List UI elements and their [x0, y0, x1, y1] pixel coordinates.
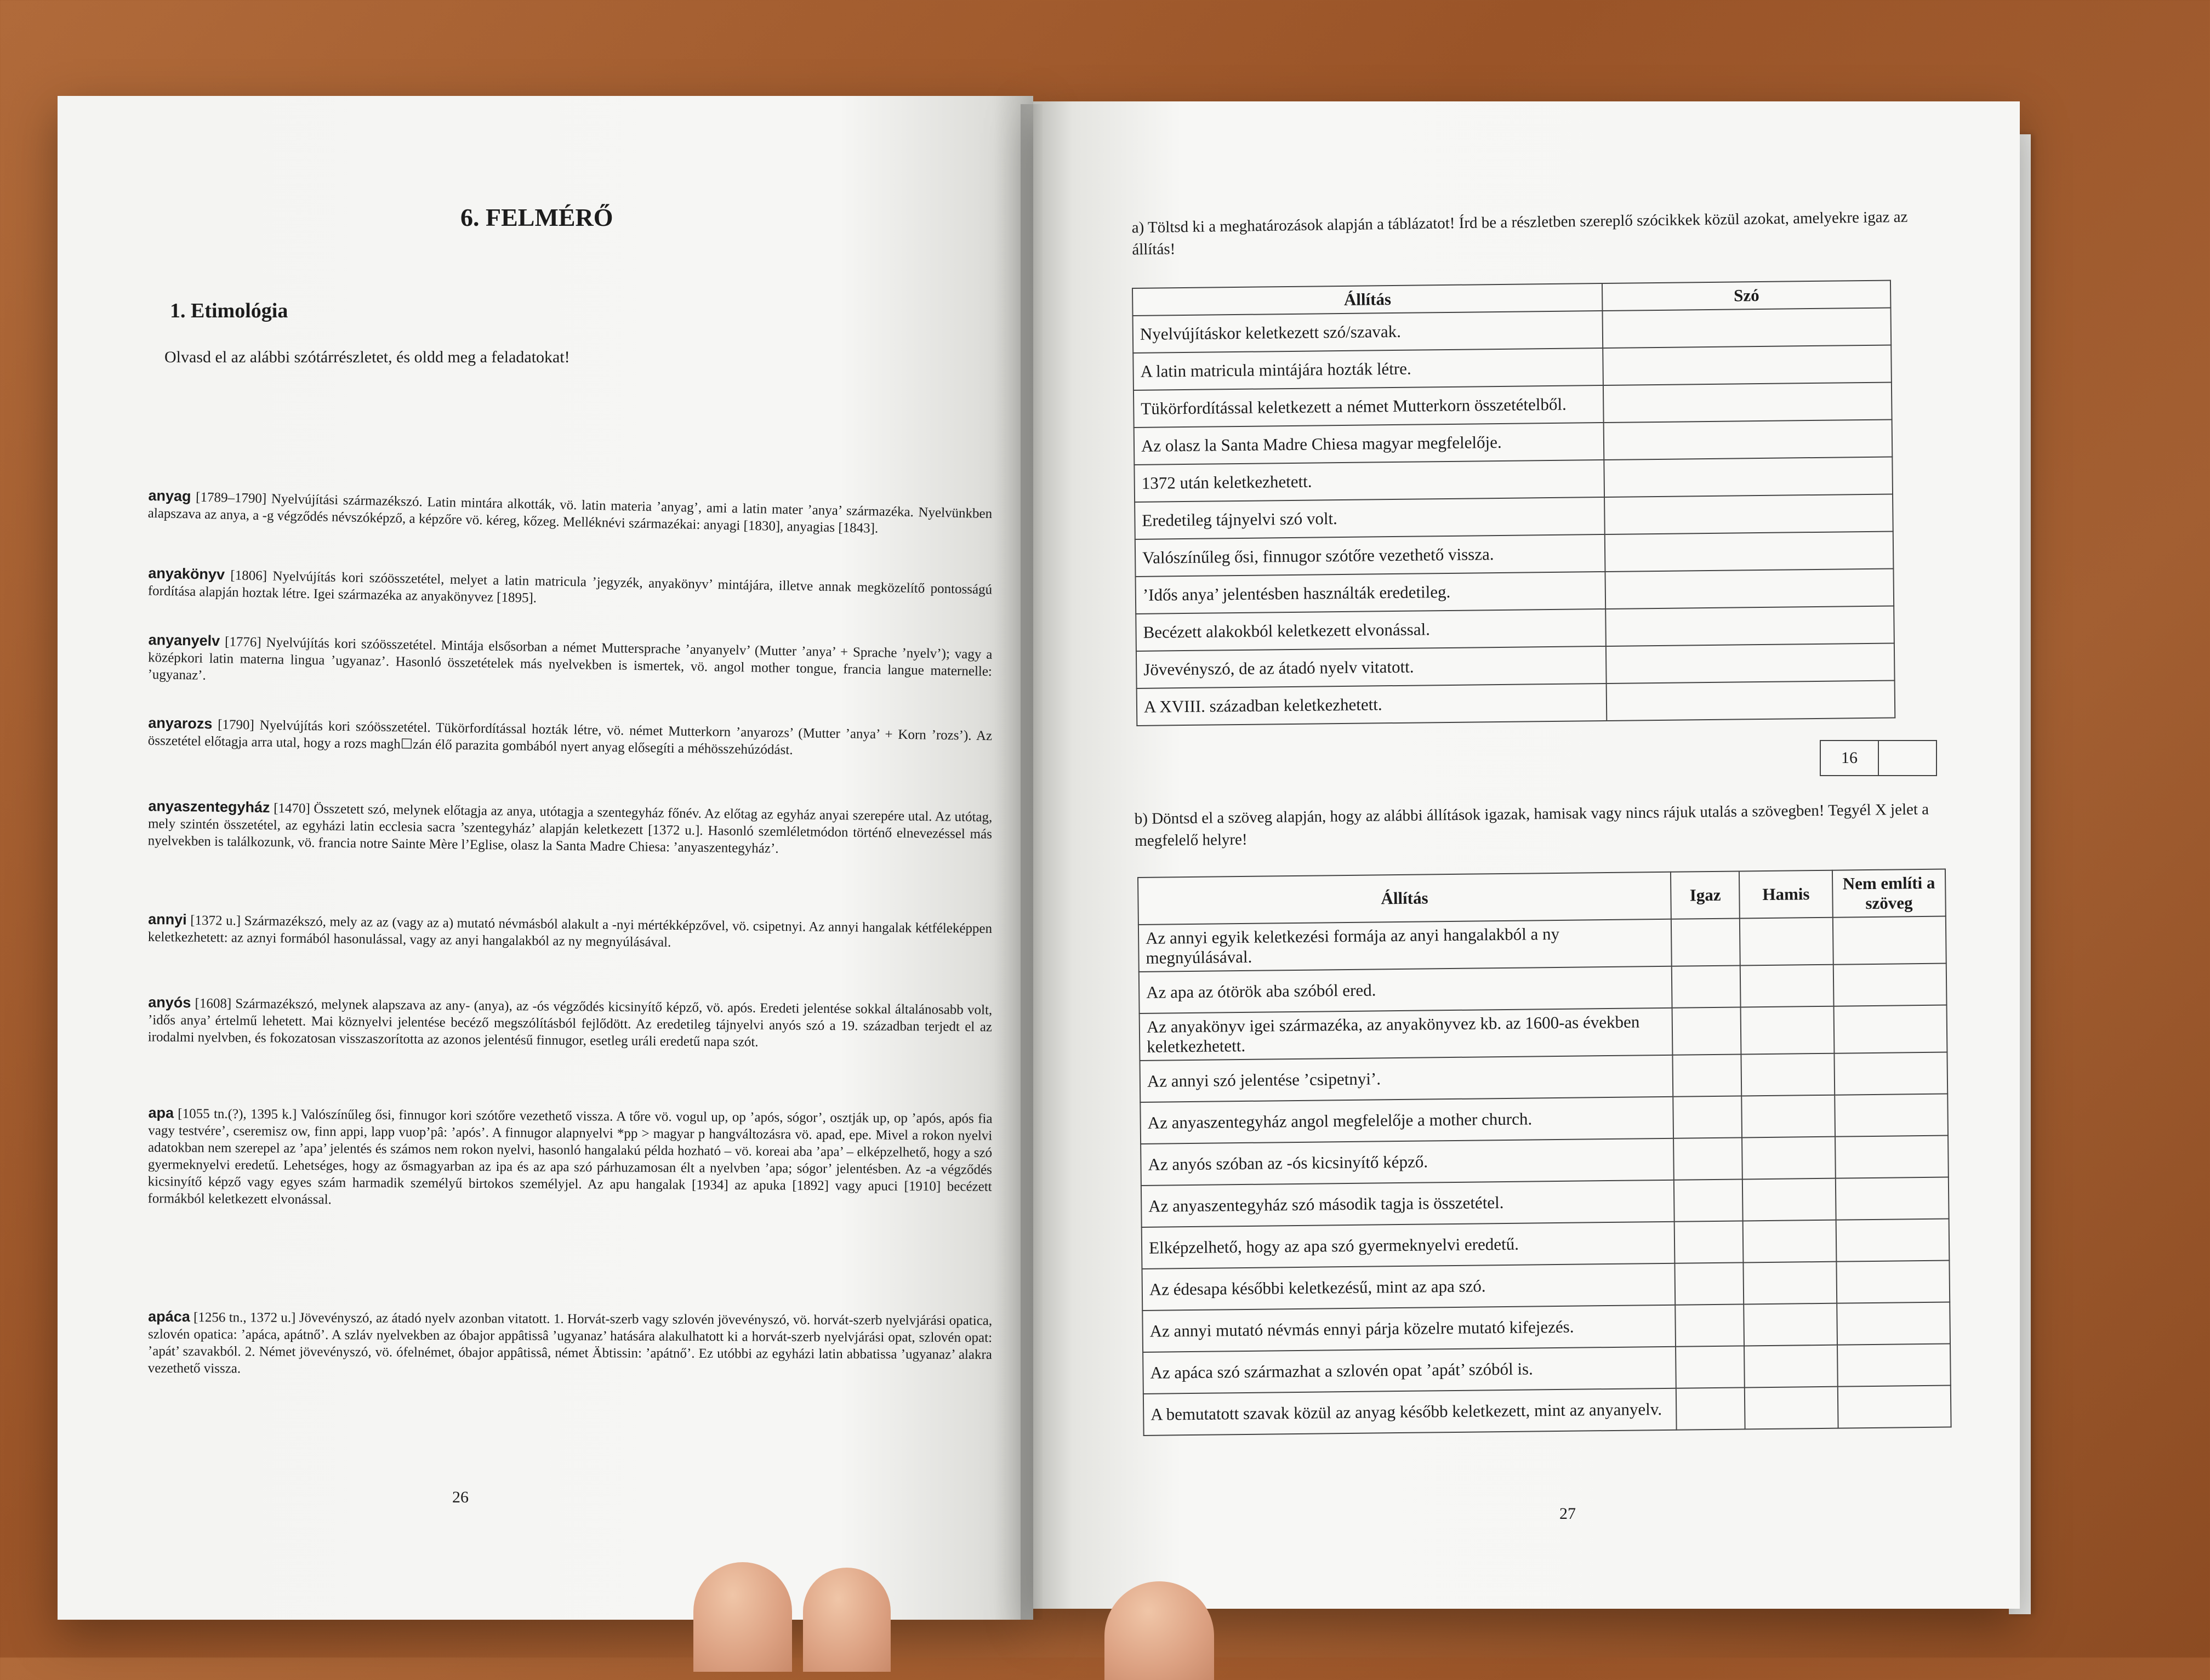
- not-mentioned-checkbox-cell[interactable]: [1838, 1386, 1951, 1428]
- table-b-header-statement: Állítás: [1138, 872, 1671, 925]
- entry-headword: anyakönyv: [148, 565, 225, 583]
- statement-cell: Az apáca szó származhat a szlovén opat ’apát’ szóból is.: [1143, 1347, 1676, 1394]
- statement-cell: Az anyaszentegyház angol megfelelője a mother church.: [1140, 1097, 1673, 1144]
- true-checkbox-cell[interactable]: [1674, 1179, 1743, 1221]
- answer-cell[interactable]: [1606, 643, 1894, 683]
- entry-text: [1806] Nyelvújítás kori szóösszetétel, melyet a latin matricula ’jegyzék, anyakönyv’ mintájára, illetve annak megközelítő pontosságú fordítása alapján hoztak létre. Igei származéka az anyakönyvez [1895].: [147, 568, 993, 606]
- dictionary-entry: [148, 1308, 993, 1380]
- entry-text: [1372 u.] Származékszó, mely az az (vagy az a) mutató névmásból alakult a -nyi mértékképzővel, vö. csipetnyi. Az annyi hangalak kétféleképpen keletkezhetett: az aznyi formából hasonulással, vagy az anyi hangalakból az ny megnyúlásával.: [147, 913, 993, 950]
- true-checkbox-cell[interactable]: [1672, 1007, 1741, 1055]
- statement-cell: A latin matricula mintájára hozták létre.: [1133, 348, 1603, 390]
- statement-cell: Az annyi egyik keletkezési formája az anyi hangalakból a ny megnyúlásával.: [1138, 919, 1672, 972]
- not-mentioned-checkbox-cell[interactable]: [1834, 1052, 1947, 1095]
- statement-cell: Az édesapa későbbi keletkezésű, mint az apa szó.: [1142, 1263, 1675, 1311]
- finger-2: [803, 1568, 891, 1672]
- table-b-row: [1138, 916, 1946, 972]
- not-mentioned-checkbox-cell[interactable]: [1836, 1261, 1950, 1303]
- task-b-instructions: b) Döntsd el a szöveg alapján, hogy az alábbi állítások igazak, hamisak vagy nincs rájuk utalás a szövegben! Tegyél X jelet a megfelelő helyre!: [1134, 800, 1929, 850]
- not-mentioned-checkbox-cell[interactable]: [1837, 1302, 1950, 1345]
- true-checkbox-cell[interactable]: [1676, 1346, 1745, 1388]
- statement-cell: Az anyakönyv igei származéka, az anyakönyvez kb. az 1600-as években keletkezhetett.: [1140, 1008, 1673, 1061]
- dictionary-entry: [148, 487, 993, 539]
- task-a-instructions: a) Töltsd ki a meghatározások alapján a táblázatot! Írd be a részletben szereplő szócikkek közül azokat, amelyekre igaz az állítás!: [1131, 208, 1908, 259]
- answer-cell[interactable]: [1604, 457, 1893, 497]
- table-a-row: [1137, 680, 1895, 725]
- section-heading: 1. Etimológia: [170, 299, 288, 322]
- page-title: 6. FELMÉRŐ: [460, 203, 613, 231]
- statement-cell: A bemutatott szavak közül az anyag később keletkezett, mint az anyanyelv.: [1143, 1388, 1677, 1436]
- answer-cell[interactable]: [1603, 382, 1892, 422]
- statement-cell: 1372 után keletkezhetett.: [1134, 460, 1604, 502]
- entry-text: [1055 tn.(?), 1395 k.] Valószínűleg ősi, finnugor kori szótőre vezethető vissza. A tőre vö. vogul up, op ’após, sógor’, osztják up, op ’após, após fia vagy testvére’, cseremisz ow, finn appi, lapp vuop’pâ: ’após’. A finnugor alapnyelvi *pp > magyar p hangváltozásra vö. apad, epe. Mivel a rokon nyelvi adatokban nem szerepel az ’apa’ jelentés és számos nem rokon nyelvi, hasonló hangalakú példa hozható – vö. koreai aba ’apa’ – elképzelhető, hogy a szó gyermeknyelvi eredetű. Lehetséges, hogy az ősmagyarban az ipa és az apa szó párhuzamosan élt a nyelvben ’apa; sógor’ jelentésben. Az -a végződés kicsinyítő képző vagy egyes szám harmadik személyű birtokos személyjel. Az apu hangalak [1934] az apuka [1892] vagy apuci [1910] becézett formákból keletkezett elvonással.: [147, 1106, 993, 1208]
- false-checkbox-cell[interactable]: [1742, 1178, 1836, 1221]
- score-box: [1820, 740, 1937, 776]
- statement-cell: Becézett alakokból keletkezett elvonással.: [1136, 609, 1606, 651]
- right-page: [1033, 101, 2020, 1609]
- true-checkbox-cell[interactable]: [1675, 1262, 1744, 1305]
- dictionary-entry: [147, 798, 992, 859]
- statement-cell: Tükörfordítással keletkezett a német Mutterkorn összetételből.: [1134, 385, 1604, 428]
- answer-cell[interactable]: [1606, 606, 1894, 646]
- statement-cell: ’Idős anya’ jelentésben használták eredetileg.: [1136, 572, 1606, 614]
- answer-cell[interactable]: [1603, 308, 1891, 348]
- entry-text: [1470] Összetett szó, melynek előtagja az anya, utótagja a szentegyház főnév. Az előtag az egyház anyai szerepére utal. Az utótag, mely szintén összetétel, az egyházi latin ecclesia sacra ’szentegyház’ alapján keletkezett [1372 u.]. Hasonló szemléletmódon történő elnevezéssel más nyelvekben is találkozunk, vö. francia notre Sainte Mère l’Eglise, olasz la Santa Madre Chiesa: ’anyaszentegyház’.: [147, 801, 993, 856]
- true-checkbox-cell[interactable]: [1673, 1137, 1742, 1180]
- score-empty-cell[interactable]: [1878, 741, 1936, 776]
- answer-cell[interactable]: [1605, 568, 1894, 608]
- statement-cell: Az anyaszentegyház szó második tagja is összetétel.: [1141, 1180, 1674, 1227]
- entry-headword: anyós: [148, 994, 191, 1011]
- false-checkbox-cell[interactable]: [1742, 1137, 1835, 1180]
- true-checkbox-cell[interactable]: [1673, 1054, 1742, 1096]
- answer-cell[interactable]: [1603, 345, 1892, 385]
- false-checkbox-cell[interactable]: [1740, 918, 1833, 966]
- dictionary-entry: [147, 631, 992, 697]
- entry-text: [1776] Nyelvújítás kori szóösszetétel. Mintája elsősorban a német Muttersprache ’anyanyelv’ (Mutter ’anya’ + Sprache ’nyelv’); vagy a középkori latin materna lingua ’ugyanaz’. Hasonló összetételek más nyelvekben is ismertek, vö. angol mother tongue, francia langue maternelle: ’ugyanaz’.: [147, 634, 993, 683]
- table-b-header-not-mentioned: Nem említi a szöveg: [1832, 869, 1946, 918]
- entry-headword: anyag: [148, 487, 191, 505]
- not-mentioned-checkbox-cell[interactable]: [1833, 1005, 1947, 1053]
- true-checkbox-cell[interactable]: [1671, 918, 1740, 966]
- table-b-header-false: Hamis: [1739, 870, 1832, 919]
- dictionary-entry: [148, 911, 993, 954]
- answer-cell[interactable]: [1607, 680, 1895, 720]
- thumb-finger: [693, 1562, 792, 1672]
- entry-headword: anyarozs: [148, 714, 213, 732]
- table-b: [1137, 869, 1952, 1436]
- false-checkbox-cell[interactable]: [1744, 1345, 1837, 1388]
- table-a-header-statement: Állítás: [1132, 283, 1603, 316]
- page-number-right: 27: [1559, 1505, 1576, 1523]
- not-mentioned-checkbox-cell[interactable]: [1833, 916, 1946, 965]
- entry-headword: anyaszentegyház: [148, 798, 270, 816]
- statement-cell: Az anyós szóban az -ós kicsinyítő képző.: [1141, 1138, 1674, 1186]
- dictionary-entry: [148, 994, 993, 1053]
- false-checkbox-cell[interactable]: [1744, 1303, 1837, 1346]
- not-mentioned-checkbox-cell[interactable]: [1833, 964, 1947, 1006]
- table-b-row: [1140, 1005, 1947, 1061]
- statement-cell: Eredetileg tájnyelvi szó volt.: [1135, 497, 1605, 539]
- entry-text: [1789–1790] Nyelvújítási származékszó. Latin mintára alkották, vö. latin materia ’anyag’, ami a latin mater ’anya’ származéka. Nyelvünkben alapszava az anya, a -g végződés névszóképző, a képzőre vö. kéreg, kőzeg. Melléknévi származékai: anyagi [1830], anyagias [1843].: [147, 489, 993, 536]
- statement-cell: Az annyi mutató névmás ennyi párja közelre mutató kifejezés.: [1142, 1305, 1676, 1352]
- entry-text: [1256 tn., 1372 u.] Jövevényszó, az átadó nyelv azonban vitatott. 1. Horvát-szerb vagy szlovén jövevényszó, vö. horvát-szerb nyelvjárási opatica, szlovén opatica: ’apáca, apátnő’. A szláv nyelvekben az óbajor appâtissâ ’ugyanaz’ hatására alakulhatott ki a horvát-szerb nyelvjárási opat, szlovén opat: ’apát’ szavakból. 2. Német jövevényszó, vö. ófelnémet, óbajor appâtissâ, német Äbtissin: ’apátnő’. Ez utóbbi az egyházi latin abbatissa ’ugyanaz’ alakra vezethető vissza.: [147, 1310, 993, 1376]
- false-checkbox-cell[interactable]: [1742, 1095, 1835, 1138]
- statement-cell: Elképzelhető, hogy az apa szó gyermeknyelvi eredetű.: [1142, 1222, 1675, 1269]
- statement-cell: Valószínűleg ősi, finnugor szótőre vezethető vissza.: [1135, 534, 1605, 577]
- entry-headword: anyanyelv: [148, 631, 220, 650]
- true-checkbox-cell[interactable]: [1674, 1221, 1744, 1263]
- false-checkbox-cell[interactable]: [1740, 965, 1833, 1007]
- left-page: [58, 96, 1033, 1620]
- not-mentioned-checkbox-cell[interactable]: [1835, 1136, 1949, 1178]
- not-mentioned-checkbox-cell[interactable]: [1835, 1094, 1948, 1137]
- entry-text: [1608] Származékszó, melynek alapszava az any- (anya), az -ós végződés kicsinyítő képző, vö. após. Eredeti jelentése sokkal általánosabb volt, ’idős anya’ értelmű lehetett. Mai köznyelvi jelentése becéző megszólításból fejlődött. Az eredetileg tájnyelvi anyós szó a 19. században terjedt el az irodalmi nyelvben, és fokozatosan visszaszorította az azonos jelentésű finnugor, esetleg uráli eredetű napa szót.: [147, 996, 993, 1050]
- score-value: 16: [1820, 741, 1878, 776]
- not-mentioned-checkbox-cell[interactable]: [1837, 1344, 1951, 1387]
- statement-cell: Jövevényszó, de az átadó nyelv vitatott.: [1136, 646, 1607, 688]
- entry-headword: apa: [148, 1104, 174, 1121]
- page-number-left: 26: [452, 1488, 469, 1506]
- false-checkbox-cell[interactable]: [1743, 1220, 1836, 1263]
- false-checkbox-cell[interactable]: [1744, 1262, 1837, 1305]
- entry-headword: apáca: [148, 1308, 190, 1325]
- false-checkbox-cell[interactable]: [1741, 1006, 1834, 1055]
- answer-cell[interactable]: [1605, 494, 1893, 534]
- table-b-header-true: Igaz: [1671, 871, 1740, 919]
- true-checkbox-cell[interactable]: [1675, 1304, 1744, 1346]
- false-checkbox-cell[interactable]: [1745, 1387, 1838, 1430]
- true-checkbox-cell[interactable]: [1673, 1096, 1742, 1138]
- table-a: [1132, 280, 1895, 726]
- dictionary-entry: [148, 565, 993, 615]
- not-mentioned-checkbox-cell[interactable]: [1836, 1177, 1949, 1220]
- statement-cell: Az annyi szó jelentése ’csipetnyi’.: [1140, 1055, 1673, 1102]
- not-mentioned-checkbox-cell[interactable]: [1836, 1219, 1949, 1262]
- table-b-row: [1143, 1386, 1951, 1436]
- dictionary-entry: [148, 715, 993, 762]
- statement-cell: A XVIII. században keletkezhetett.: [1137, 684, 1607, 726]
- book-spine-shadow: [1021, 104, 1043, 1620]
- table-a-header-word: Szó: [1602, 281, 1890, 311]
- true-checkbox-cell[interactable]: [1676, 1387, 1745, 1430]
- false-checkbox-cell[interactable]: [1741, 1053, 1835, 1096]
- true-checkbox-cell[interactable]: [1672, 965, 1741, 1007]
- intro-text: Olvasd el az alábbi szótárrészletet, és oldd meg a feladatokat!: [164, 348, 570, 366]
- entry-text: [1790] Nyelvújítás kori szóösszetétel. Tükörfordítással hozták létre, vö. német Mutterkorn ’anyarozs’ (Mutter ’anya’ + Korn ’rozs’). Az összetétel előtagja arra utal, hogy a rozs magh☐zán élő parazita gombából nyert anyag elősegíti a méhösszehúzódást.: [147, 717, 993, 758]
- statement-cell: Az olasz la Santa Madre Chiesa magyar megfelelője.: [1134, 423, 1604, 465]
- statement-cell: Nyelvújításkor keletkezett szó/szavak.: [1133, 311, 1603, 353]
- statement-cell: Az apa az ótörök aba szóból ered.: [1139, 966, 1672, 1013]
- dictionary-entry: [147, 1104, 992, 1212]
- entry-headword: annyi: [148, 910, 187, 928]
- answer-cell[interactable]: [1604, 419, 1892, 459]
- answer-cell[interactable]: [1605, 531, 1893, 571]
